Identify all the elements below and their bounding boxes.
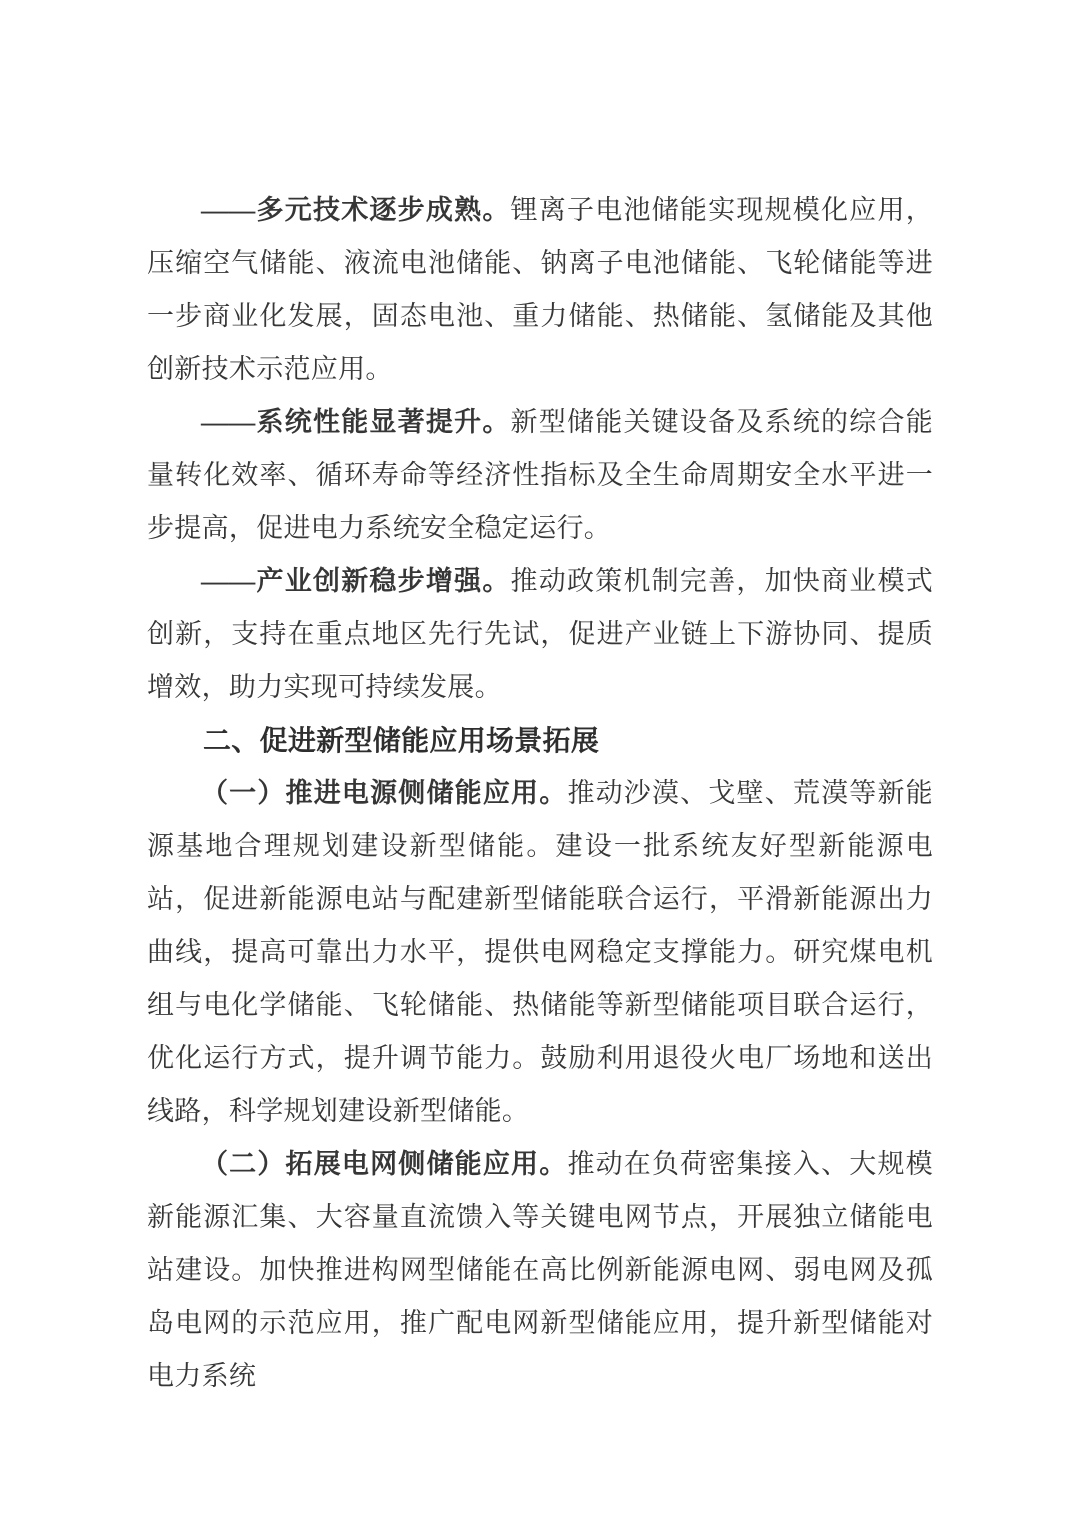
paragraph-text: 锂离子电池储能实现规模化应用，压缩空气储能、液流电池储能、钠离子电池储能、飞轮储能等进一步商业化发展，固态电池、重力储能、热储能、氢储能及其他创新技术示范应用。 — [147, 195, 933, 384]
section-paragraph-1 — [147, 767, 933, 1138]
intro-paragraph-2 — [147, 396, 933, 555]
section-heading: 二、促进新型储能应用场景拓展 — [203, 725, 600, 756]
paragraph-text: 推动政策机制完善，加快商业模式创新，支持在重点地区先行先试，促进产业链上下游协同、提质增效，助力实现可持续发展。 — [147, 566, 933, 702]
paragraph-text: 推动在负荷密集接入、大规模新能源汇集、大容量直流馈入等关键电网节点，开展独立储能电站建设。加快推进构网型储能在高比例新能源电网、弱电网及孤岛电网的示范应用，推广配电网新型储能应用，提升新型储能对电力系统 — [147, 1149, 933, 1391]
intro-paragraph-3 — [147, 555, 933, 714]
section-paragraph-2 — [147, 1138, 933, 1403]
paragraph-lead: ——产业创新稳步增强。 — [201, 566, 511, 596]
paragraph-text: 推动沙漠、戈壁、荒漠等新能源基地合理规划建设新型储能。建设一批系统友好型新能源电站，促进新能源电站与配建新型储能联合运行，平滑新能源出力曲线，提高可靠出力水平，提供电网稳定支撑能力。研究煤电机组与电化学储能、飞轮储能、热储能等新型储能项目联合运行，优化运行方式，提升调节能力。鼓励利用退役火电厂场地和送出线路，科学规划建设新型储能。 — [147, 778, 933, 1126]
paragraph-text: 新型储能关键设备及系统的综合能量转化效率、循环寿命等经济性指标及全生命周期安全水平进一步提高，促进电力系统安全稳定运行。 — [147, 407, 933, 543]
paragraph-lead: （二）拓展电网侧储能应用。 — [201, 1149, 568, 1179]
paragraph-lead: （一）推进电源侧储能应用。 — [201, 778, 568, 808]
intro-paragraph-1 — [147, 184, 933, 396]
paragraph-lead: ——多元技术逐步成熟。 — [201, 195, 511, 225]
paragraph-lead: ——系统性能显著提升。 — [201, 407, 511, 437]
